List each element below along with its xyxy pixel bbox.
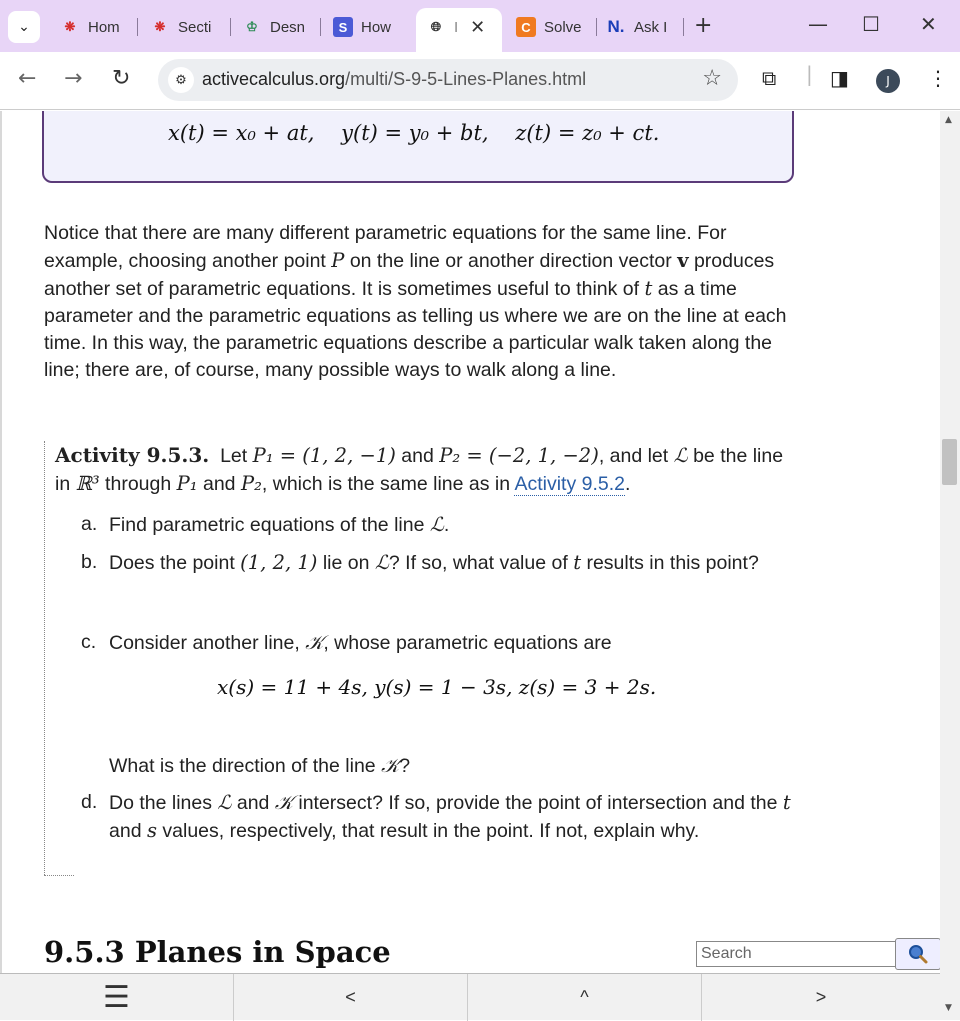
tab-search-dropdown[interactable] (8, 11, 40, 43)
s-icon: S (333, 17, 353, 37)
scroll-thumb[interactable] (942, 439, 957, 485)
tab-separator (320, 18, 321, 36)
next-button[interactable]: > (815, 987, 827, 1007)
asterisk-icon: ❋ (154, 19, 166, 34)
more-menu-icon[interactable]: ⋮ (928, 66, 948, 90)
hamburger-icon: ☰ (103, 981, 130, 1014)
page-content (0, 111, 940, 973)
paragraph-parametric-notice: Notice that there are many different parametric equations for the same line. For example, choosing another point P on the line or another direction vector v produces another set of parametric equations. It is sometimes useful to think of t as a time parameter and the parametric equations as telling us where we are on the line at each time. In this way, the parametric equations describe a particular walk taken along the line; there are, of course, many possible ways to walk along a line. (44, 222, 787, 381)
minimize-icon[interactable]: — (808, 12, 828, 36)
tab-separator (683, 18, 684, 36)
bookmark-star-icon[interactable]: ☆ (702, 66, 722, 91)
toc-menu-button[interactable] (0, 974, 234, 1021)
globe-icon: 🌐︎ (430, 19, 442, 34)
task-a: a. Find parametric equations of the line ℒ. (81, 513, 450, 536)
side-panel-icon[interactable]: ◨ (830, 66, 849, 90)
section-heading: 9.5.3 Planes in Space (44, 935, 391, 969)
tab-current[interactable]: 🌐︎ I ✕ (426, 13, 496, 41)
tab-desmos[interactable]: ♔ Desn (242, 13, 308, 41)
tab-solve[interactable]: C Solve (516, 13, 586, 41)
tab-bar (0, 0, 960, 52)
activity-border-bottom (44, 875, 74, 876)
reload-icon[interactable]: ↻ (112, 66, 131, 91)
extensions-icon[interactable]: ⧉ (762, 66, 777, 90)
activity-intro: Activity 9.5.3. Let P₁ = (1, 2, −1) and P₂ = (−2, 1, −2), and let ℒ be the line in ℝ³ through P₁ and P₂, which is the same line as in Activity 9.5.2. (55, 443, 784, 495)
chevron-down-icon: ⌄ (18, 19, 30, 35)
url-text[interactable]: activecalculus.org/multi/S-9-5-Lines-Planes.html (202, 69, 587, 89)
tab-section[interactable]: ❋ Secti (150, 13, 216, 41)
desmos-icon: ♔ (246, 19, 258, 34)
equation-box (42, 111, 794, 183)
browser-toolbar (0, 52, 960, 110)
close-tab-icon[interactable]: ✕ (470, 16, 486, 37)
activity-9-5-2-link[interactable]: Activity 9.5.2 (514, 473, 625, 495)
activity-block (44, 441, 804, 875)
search-button[interactable] (895, 938, 940, 970)
tab-home[interactable]: ❋ Hom (60, 13, 126, 41)
line-k-equations: x(s) = 11 + 4s, y(s) = 1 − 3s, z(s) = 3 + 2s. (217, 675, 657, 699)
search-icon (907, 943, 929, 965)
back-arrow-icon[interactable]: ← (18, 66, 37, 91)
close-window-icon[interactable]: ✕ (920, 12, 937, 36)
activity-title: Activity 9.5.3. (55, 443, 210, 467)
site-info-icon[interactable]: ⚙ (168, 67, 194, 93)
address-bar[interactable] (158, 59, 738, 101)
up-button[interactable]: ^ (468, 974, 702, 1021)
task-b: b. Does the point (1, 2, 1) lie on ℒ? If so, what value of t results in this point? (81, 551, 759, 574)
tab-how[interactable]: S How (333, 13, 399, 41)
maximize-icon[interactable]: ☐ (862, 12, 880, 36)
scroll-down-arrow-icon[interactable]: ▼ (945, 1003, 952, 1013)
forward-arrow-icon[interactable]: → (64, 66, 83, 91)
c-icon: C (516, 17, 536, 37)
bottom-navbar (0, 973, 940, 1020)
display-equation: x(t) = x₀ + at, y(t) = y₀ + bt, z(t) = z₀ + ct. (168, 121, 660, 145)
tab-separator (230, 18, 231, 36)
tab-separator (137, 18, 138, 36)
tab-separator (596, 18, 597, 36)
task-d: d. Do the lines ℒ and 𝒦 intersect? If so, provide the point of intersection and the t and s values, respectively, that result in the point. If not, explain why. (81, 791, 791, 842)
page-scrollbar[interactable] (940, 111, 960, 1020)
asterisk-icon: ❋ (64, 19, 76, 34)
scroll-up-arrow-icon[interactable]: ▲ (945, 115, 952, 125)
tab-ask[interactable]: N. Ask I (607, 17, 668, 36)
search-input[interactable]: Search (696, 941, 896, 967)
previous-button[interactable]: < (234, 974, 468, 1021)
task-c-question: What is the direction of the line 𝒦? (109, 754, 411, 777)
toolbar-divider: | (806, 62, 813, 86)
n-icon: N. (607, 17, 625, 36)
task-c: c. Consider another line, 𝒦, whose parametric equations are (81, 631, 612, 654)
new-tab-button[interactable]: + (694, 13, 713, 38)
avatar[interactable]: J (876, 69, 900, 93)
